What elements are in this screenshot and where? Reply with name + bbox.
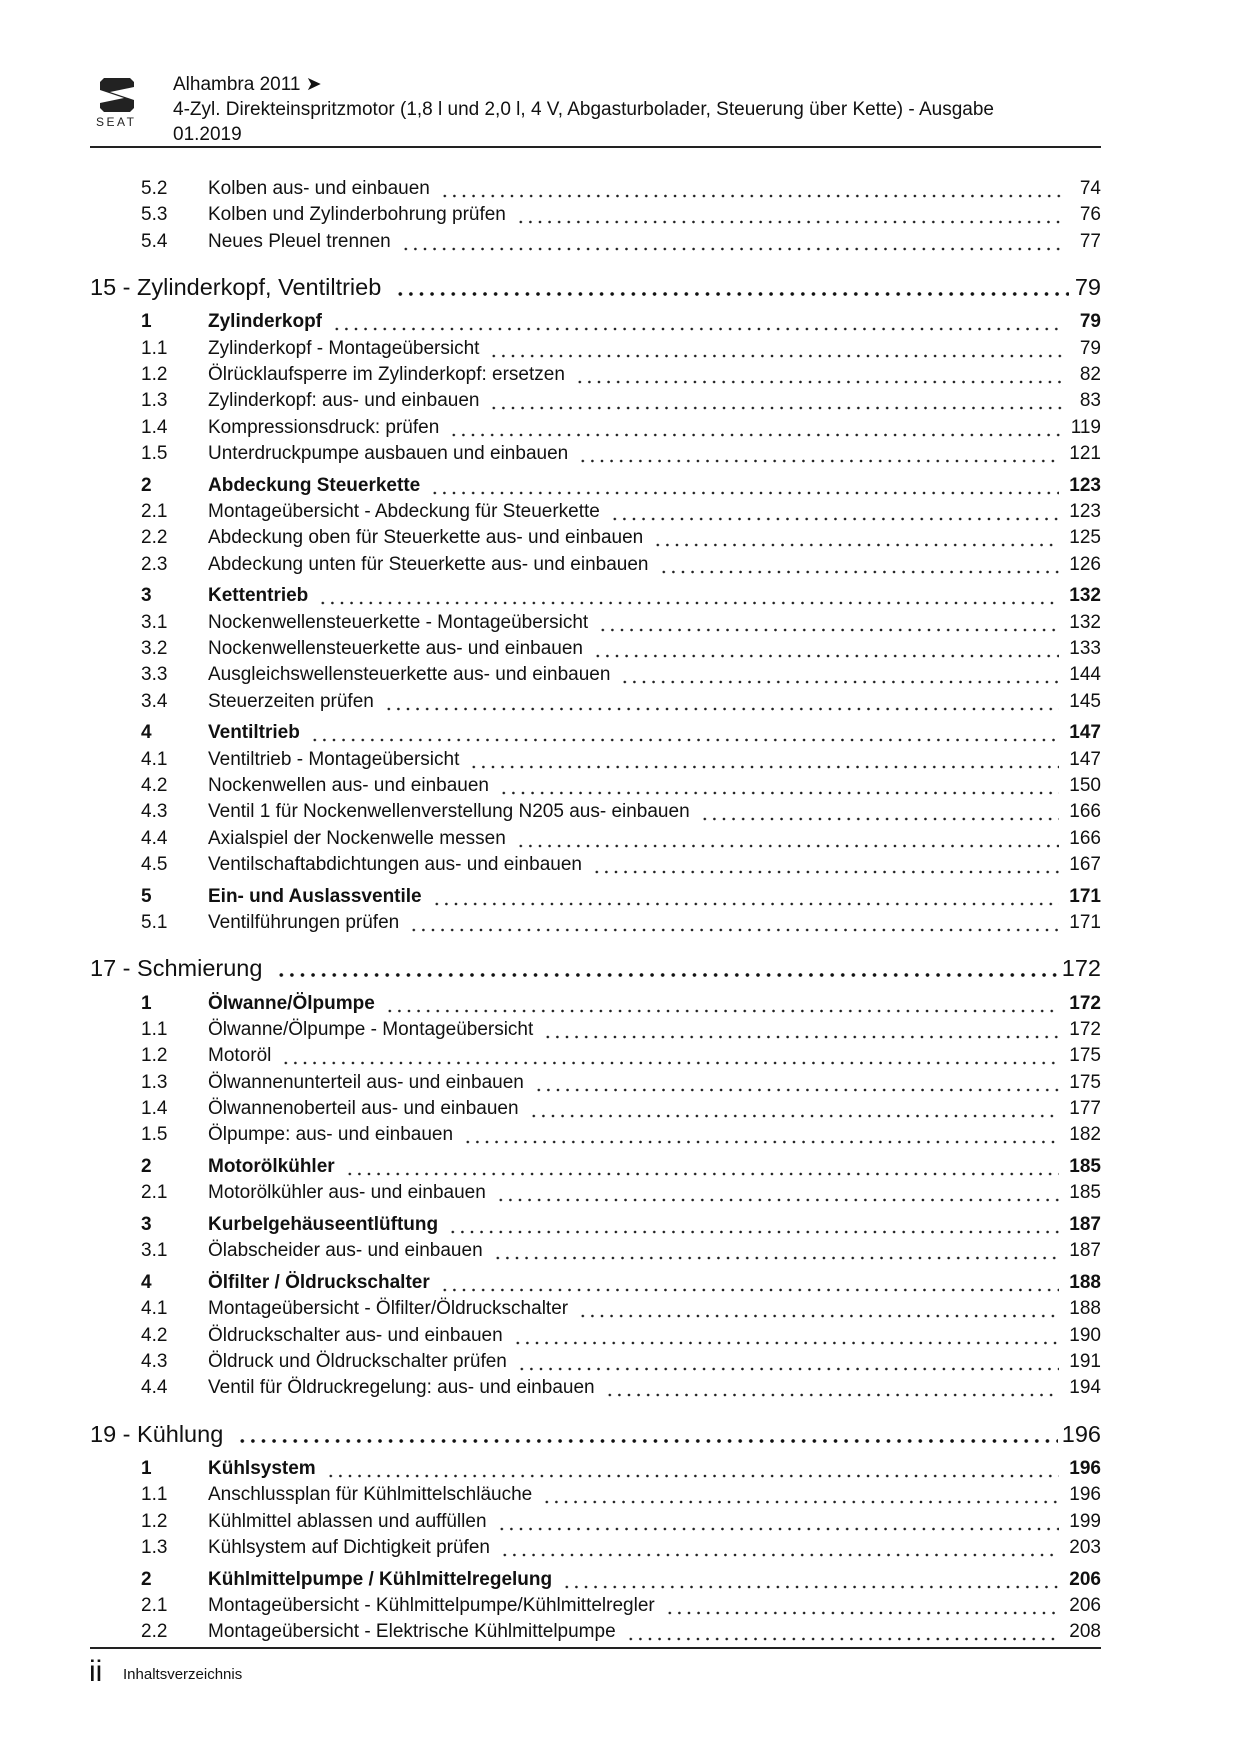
toc-title: Ventilschaftabdichtungen aus- und einbauen — [208, 853, 582, 875]
dot-leader — [448, 1212, 1059, 1238]
toc-entry[interactable] — [90, 499, 1101, 525]
toc-number: 2.3 — [141, 553, 168, 575]
toc-number: 3 — [141, 1214, 152, 1236]
toc-section[interactable] — [90, 1456, 1101, 1482]
toc-number: 1 — [141, 311, 152, 333]
toc-title: Kühlmittelpumpe / Kühlmittelregelung — [208, 1568, 553, 1590]
toc-number: 2.2 — [141, 527, 168, 549]
toc-number: 4.4 — [141, 827, 168, 849]
dot-leader — [440, 176, 1063, 202]
header-divider — [90, 146, 1101, 148]
toc-entry[interactable] — [90, 826, 1101, 852]
dot-leader — [440, 1270, 1060, 1296]
dot-leader — [542, 1482, 1059, 1508]
toc-number: 2.1 — [141, 1595, 168, 1617]
toc-entry[interactable] — [90, 1323, 1101, 1349]
toc-entry[interactable] — [90, 336, 1101, 362]
dot-leader — [665, 1593, 1060, 1619]
toc-page: 172 — [1069, 1019, 1101, 1041]
toc-number: 4.3 — [141, 1351, 168, 1373]
toc-number: 1 — [141, 1458, 152, 1480]
toc-page: 196 — [1061, 1420, 1101, 1447]
toc-entry[interactable] — [90, 1122, 1101, 1148]
toc-page: 175 — [1069, 1071, 1101, 1093]
dot-leader — [543, 1017, 1059, 1043]
toc-chapter[interactable] — [90, 1417, 1101, 1451]
toc-page: 144 — [1069, 664, 1101, 686]
toc-entry[interactable] — [90, 202, 1101, 228]
toc-number: 1.3 — [141, 1537, 168, 1559]
toc-section[interactable] — [90, 884, 1101, 910]
toc-title: Ölwanne/Ölpumpe - Montageübersicht — [208, 1019, 534, 1041]
toc-title: Ölpumpe: aus- und einbauen — [208, 1124, 454, 1146]
toc-entry[interactable] — [90, 229, 1101, 255]
dot-leader — [496, 1180, 1060, 1206]
toc-section[interactable] — [90, 1270, 1101, 1296]
toc-page: 182 — [1069, 1124, 1101, 1146]
toc-number: 3.1 — [141, 611, 168, 633]
toc-title: Zylinderkopf: aus- und einbauen — [208, 390, 480, 412]
toc-entry[interactable] — [90, 176, 1101, 202]
toc-number: 5 — [141, 885, 152, 907]
toc-number: 4.2 — [141, 1324, 168, 1346]
toc-page: 196 — [1069, 1458, 1101, 1480]
toc-page: 79 — [1074, 273, 1101, 300]
seat-logo — [96, 76, 156, 128]
toc-page: 208 — [1069, 1621, 1101, 1643]
dot-leader — [513, 1323, 1060, 1349]
dot-leader — [409, 910, 1059, 936]
toc-title: 19 - Kühlung — [90, 1420, 224, 1447]
dot-leader — [310, 720, 1059, 746]
toc-page: 77 — [1079, 230, 1101, 252]
dot-leader — [516, 202, 1063, 228]
toc-entry[interactable] — [90, 799, 1101, 825]
toc-page: 191 — [1069, 1351, 1101, 1373]
footer-page-number: ii — [89, 1655, 103, 1688]
toc-page: 185 — [1069, 1182, 1101, 1204]
toc-entry[interactable] — [90, 636, 1101, 662]
toc-number: 4 — [141, 722, 152, 744]
toc-page: 132 — [1069, 585, 1101, 607]
toc-number: 1.4 — [141, 1097, 168, 1119]
dot-leader — [432, 884, 1060, 910]
toc-number: 2.2 — [141, 1621, 168, 1643]
toc-number: 4 — [141, 1272, 152, 1294]
svg-text:SEAT: SEAT — [96, 115, 137, 128]
toc-number: 5.4 — [141, 230, 168, 252]
toc-page: 79 — [1079, 311, 1101, 333]
toc-number: 4.3 — [141, 801, 168, 823]
toc-entry[interactable] — [90, 1593, 1101, 1619]
toc-entry[interactable] — [90, 1509, 1101, 1535]
dot-leader — [626, 1619, 1060, 1645]
toc-page: 196 — [1069, 1484, 1101, 1506]
dot-leader — [276, 951, 1057, 985]
toc-page: 188 — [1069, 1272, 1101, 1294]
toc-page: 133 — [1069, 637, 1101, 659]
toc-entry[interactable] — [90, 662, 1101, 688]
toc-page: 123 — [1069, 500, 1101, 522]
toc-title: Zylinderkopf - Montageübersicht — [208, 337, 480, 359]
toc-title: Abdeckung unten für Steuerkette aus- und einbauen — [208, 553, 649, 575]
dot-leader — [516, 826, 1059, 852]
dot-leader — [578, 441, 1059, 467]
dot-leader — [700, 799, 1060, 825]
toc-title: Ventiltrieb - Montageübersicht — [208, 748, 460, 770]
toc-title: Ventil für Öldruckregelung: aus- und einbauen — [208, 1377, 595, 1399]
toc-entry[interactable] — [90, 1180, 1101, 1206]
toc-title: Ventiltrieb — [208, 722, 300, 744]
toc-page: 172 — [1069, 992, 1101, 1014]
dot-leader — [281, 1043, 1059, 1069]
toc-title: Ölwannenoberteil aus- und einbauen — [208, 1097, 519, 1119]
dot-leader — [578, 1296, 1059, 1322]
toc-chapter[interactable] — [90, 270, 1101, 304]
dot-leader — [401, 229, 1063, 255]
toc-title: Ölrücklaufsperre im Zylinderkopf: ersetzen — [208, 363, 565, 385]
toc-title: Kühlmittel ablassen und auffüllen — [208, 1510, 487, 1532]
toc-title: Nockenwellensteuerkette aus- und einbauen — [208, 637, 583, 659]
toc-title: Ölwanne/Ölpumpe — [208, 992, 375, 1014]
toc-number: 4.4 — [141, 1377, 168, 1399]
toc-number: 3.3 — [141, 664, 168, 686]
dot-leader — [598, 610, 1059, 636]
toc-number: 2.1 — [141, 1182, 168, 1204]
toc-number: 4.2 — [141, 774, 168, 796]
toc-page: 171 — [1069, 885, 1101, 907]
dot-leader — [620, 662, 1059, 688]
dot-leader — [326, 1456, 1060, 1482]
toc-title: Kurbelgehäuseentlüftung — [208, 1214, 439, 1236]
toc-section[interactable] — [90, 1154, 1101, 1180]
toc-page: 206 — [1069, 1568, 1101, 1590]
dot-leader — [430, 473, 1059, 499]
toc-page: 125 — [1069, 527, 1101, 549]
toc-title: Ventil 1 für Nockenwellenverstellung N205 aus- einbauen — [208, 801, 690, 823]
toc-number: 1.1 — [141, 337, 168, 359]
toc-number: 1.5 — [141, 442, 168, 464]
toc-title: Kühlsystem — [208, 1458, 316, 1480]
toc-entry[interactable] — [90, 1017, 1101, 1043]
toc-number: 1.1 — [141, 1019, 168, 1041]
dot-leader — [592, 852, 1059, 878]
dot-leader — [463, 1122, 1059, 1148]
toc-page: 83 — [1079, 390, 1101, 412]
dot-leader — [384, 689, 1059, 715]
toc-entry[interactable] — [90, 1296, 1101, 1322]
toc-page: 171 — [1069, 911, 1101, 933]
toc-number: 5.3 — [141, 204, 168, 226]
toc-number: 3 — [141, 585, 152, 607]
toc-number: 2 — [141, 474, 152, 496]
toc-title: Montageübersicht - Abdeckung für Steuerkette — [208, 500, 600, 522]
toc-title: Steuerzeiten prüfen — [208, 690, 374, 712]
toc-number: 5.2 — [141, 178, 168, 199]
toc-entry[interactable] — [90, 773, 1101, 799]
toc-entry[interactable] — [90, 388, 1101, 414]
toc-page: 190 — [1069, 1324, 1101, 1346]
dot-leader — [345, 1154, 1060, 1180]
toc-entry[interactable] — [90, 1619, 1101, 1645]
toc-title: Ölfilter / Öldruckschalter — [208, 1272, 430, 1294]
toc-title: Anschlussplan für Kühlmittelschläuche — [208, 1484, 533, 1506]
table-of-contents — [90, 176, 1101, 1646]
toc-page: 74 — [1079, 178, 1101, 199]
dot-leader — [562, 1567, 1059, 1593]
toc-entry[interactable] — [90, 441, 1101, 467]
toc-number: 4.1 — [141, 1298, 168, 1320]
toc-title: Ausgleichswellensteuerkette aus- und einbauen — [208, 664, 611, 686]
dot-leader — [469, 747, 1059, 773]
toc-page: 126 — [1069, 553, 1101, 575]
toc-title: Montageübersicht - Elektrische Kühlmittelpumpe — [208, 1621, 616, 1643]
toc-chapter[interactable] — [90, 951, 1101, 985]
dot-leader — [385, 991, 1059, 1017]
toc-number: 4.5 — [141, 853, 168, 875]
toc-number: 1 — [141, 992, 152, 1014]
toc-section[interactable] — [90, 991, 1101, 1017]
dot-leader — [659, 552, 1060, 578]
toc-entry[interactable] — [90, 689, 1101, 715]
dot-leader — [610, 499, 1059, 525]
toc-page: 82 — [1079, 363, 1101, 385]
toc-title: Nockenwellensteuerkette - Montageübersicht — [208, 611, 589, 633]
dot-leader — [332, 309, 1063, 335]
toc-title: Kolben aus- und einbauen — [208, 178, 430, 199]
toc-title: Nockenwellen aus- und einbauen — [208, 774, 489, 796]
toc-title: Abdeckung oben für Steuerkette aus- und einbauen — [208, 527, 644, 549]
toc-page: 167 — [1069, 853, 1101, 875]
toc-title: Kolben und Zylinderbohrung prüfen — [208, 204, 506, 226]
toc-page: 175 — [1069, 1045, 1101, 1067]
toc-number: 1.4 — [141, 416, 168, 438]
dot-leader — [489, 336, 1063, 362]
toc-number: 1.2 — [141, 363, 168, 385]
toc-title: Ventilführungen prüfen — [208, 911, 400, 933]
dot-leader — [395, 270, 1069, 304]
toc-page: 132 — [1069, 611, 1101, 633]
toc-number: 3.2 — [141, 637, 168, 659]
toc-number: 2 — [141, 1156, 152, 1177]
dot-leader — [497, 1509, 1060, 1535]
toc-entry[interactable] — [90, 1043, 1101, 1069]
toc-title: Öldruck und Öldruckschalter prüfen — [208, 1351, 507, 1373]
toc-page: 147 — [1069, 722, 1101, 744]
toc-title: Ölwannenunterteil aus- und einbauen — [208, 1071, 524, 1093]
toc-entry[interactable] — [90, 525, 1101, 551]
toc-title: Unterdruckpumpe ausbauen und einbauen — [208, 442, 569, 464]
toc-title: Abdeckung Steuerkette — [208, 474, 421, 496]
dot-leader — [493, 1238, 1060, 1264]
dot-leader — [237, 1417, 1058, 1451]
toc-number: 3.4 — [141, 690, 168, 712]
toc-number: 1.2 — [141, 1510, 168, 1532]
header-model: Alhambra 2011 ➤ — [173, 74, 322, 95]
toc-title: Ein- und Auslassventile — [208, 885, 422, 907]
toc-page: 147 — [1069, 748, 1101, 770]
toc-section[interactable] — [90, 309, 1101, 335]
toc-page: 150 — [1069, 774, 1101, 796]
toc-entry[interactable] — [90, 910, 1101, 936]
toc-number: 1.2 — [141, 1045, 168, 1067]
dot-leader — [653, 525, 1059, 551]
toc-entry[interactable] — [90, 362, 1101, 388]
toc-entry[interactable] — [90, 747, 1101, 773]
toc-page: 119 — [1070, 416, 1101, 438]
toc-title: Kühlsystem auf Dichtigkeit prüfen — [208, 1537, 490, 1559]
toc-title: Montageübersicht - Kühlmittelpumpe/Kühlmittelregler — [208, 1595, 655, 1617]
toc-page: 172 — [1061, 955, 1101, 982]
toc-entry[interactable] — [90, 1238, 1101, 1264]
toc-entry[interactable] — [90, 610, 1101, 636]
toc-page: 188 — [1069, 1298, 1101, 1320]
dot-leader — [593, 636, 1059, 662]
toc-entry[interactable] — [90, 1482, 1101, 1508]
toc-entry[interactable] — [90, 852, 1101, 878]
toc-section[interactable] — [90, 1567, 1101, 1593]
toc-page: 187 — [1069, 1214, 1101, 1236]
dot-leader — [449, 415, 1060, 441]
toc-page: 145 — [1069, 690, 1101, 712]
toc-page: 203 — [1069, 1537, 1101, 1559]
toc-title: Kompressionsdruck: prüfen — [208, 416, 440, 438]
toc-section[interactable] — [90, 583, 1101, 609]
toc-page: 199 — [1069, 1510, 1101, 1532]
toc-number: 2.1 — [141, 500, 168, 522]
toc-entry[interactable] — [90, 415, 1101, 441]
dot-leader — [529, 1096, 1060, 1122]
dot-leader — [534, 1070, 1059, 1096]
toc-title: 17 - Schmierung — [90, 955, 263, 982]
toc-entry[interactable] — [90, 1070, 1101, 1096]
footer-divider — [90, 1647, 1101, 1649]
toc-entry[interactable] — [90, 1096, 1101, 1122]
dot-leader — [517, 1349, 1059, 1375]
toc-number: 1.1 — [141, 1484, 168, 1506]
dot-leader — [575, 362, 1063, 388]
toc-section[interactable] — [90, 1212, 1101, 1238]
toc-entry[interactable] — [90, 1349, 1101, 1375]
toc-title: Kettentrieb — [208, 585, 309, 607]
toc-page: 185 — [1069, 1156, 1101, 1177]
dot-leader — [605, 1375, 1060, 1401]
toc-page: 177 — [1069, 1097, 1101, 1119]
toc-title: Motorölkühler aus- und einbauen — [208, 1182, 486, 1204]
dot-leader — [489, 388, 1063, 414]
document-header — [173, 72, 1103, 147]
toc-title: Axialspiel der Nockenwelle messen — [208, 827, 506, 849]
toc-page: 187 — [1069, 1240, 1101, 1262]
toc-number: 1.3 — [141, 1071, 168, 1093]
dot-leader — [500, 1535, 1059, 1561]
toc-entry[interactable] — [90, 552, 1101, 578]
toc-title: Neues Pleuel trennen — [208, 230, 391, 252]
toc-title: Ölabscheider aus- und einbauen — [208, 1240, 483, 1262]
toc-page: 194 — [1069, 1377, 1101, 1399]
toc-page: 166 — [1069, 827, 1101, 849]
dot-leader — [318, 583, 1059, 609]
toc-title: Zylinderkopf — [208, 311, 323, 333]
toc-section[interactable] — [90, 473, 1101, 499]
toc-page: 76 — [1079, 204, 1101, 226]
dot-leader — [499, 773, 1059, 799]
toc-number: 1.5 — [141, 1124, 168, 1146]
toc-page: 79 — [1079, 337, 1101, 359]
header-title: 4-Zyl. Direkteinspritzmotor (1,8 l und 2,0 l, 4 V, Abgasturbolader, Steuerung über Kette) - Ausgabe — [173, 99, 994, 120]
toc-section[interactable] — [90, 720, 1101, 746]
toc-title: Montageübersicht - Ölfilter/Öldruckschalter — [208, 1298, 569, 1320]
toc-title: Motorölkühler — [208, 1156, 335, 1177]
toc-number: 3.1 — [141, 1240, 168, 1262]
toc-number: 4.1 — [141, 748, 168, 770]
footer-section: Inhaltsverzeichnis — [123, 1666, 243, 1683]
toc-page: 121 — [1069, 442, 1101, 464]
toc-number: 2 — [141, 1568, 152, 1590]
toc-number: 5.1 — [141, 911, 168, 933]
toc-page: 166 — [1069, 801, 1101, 823]
header-edition: 01.2019 — [173, 124, 242, 145]
toc-title: Öldruckschalter aus- und einbauen — [208, 1324, 503, 1346]
toc-title: Motoröl — [208, 1045, 272, 1067]
toc-entry[interactable] — [90, 1375, 1101, 1401]
toc-page: 206 — [1069, 1595, 1101, 1617]
toc-number: 1.3 — [141, 390, 168, 412]
toc-page: 123 — [1069, 474, 1101, 496]
toc-title: 15 - Zylinderkopf, Ventiltrieb — [90, 273, 382, 300]
toc-entry[interactable] — [90, 1535, 1101, 1561]
